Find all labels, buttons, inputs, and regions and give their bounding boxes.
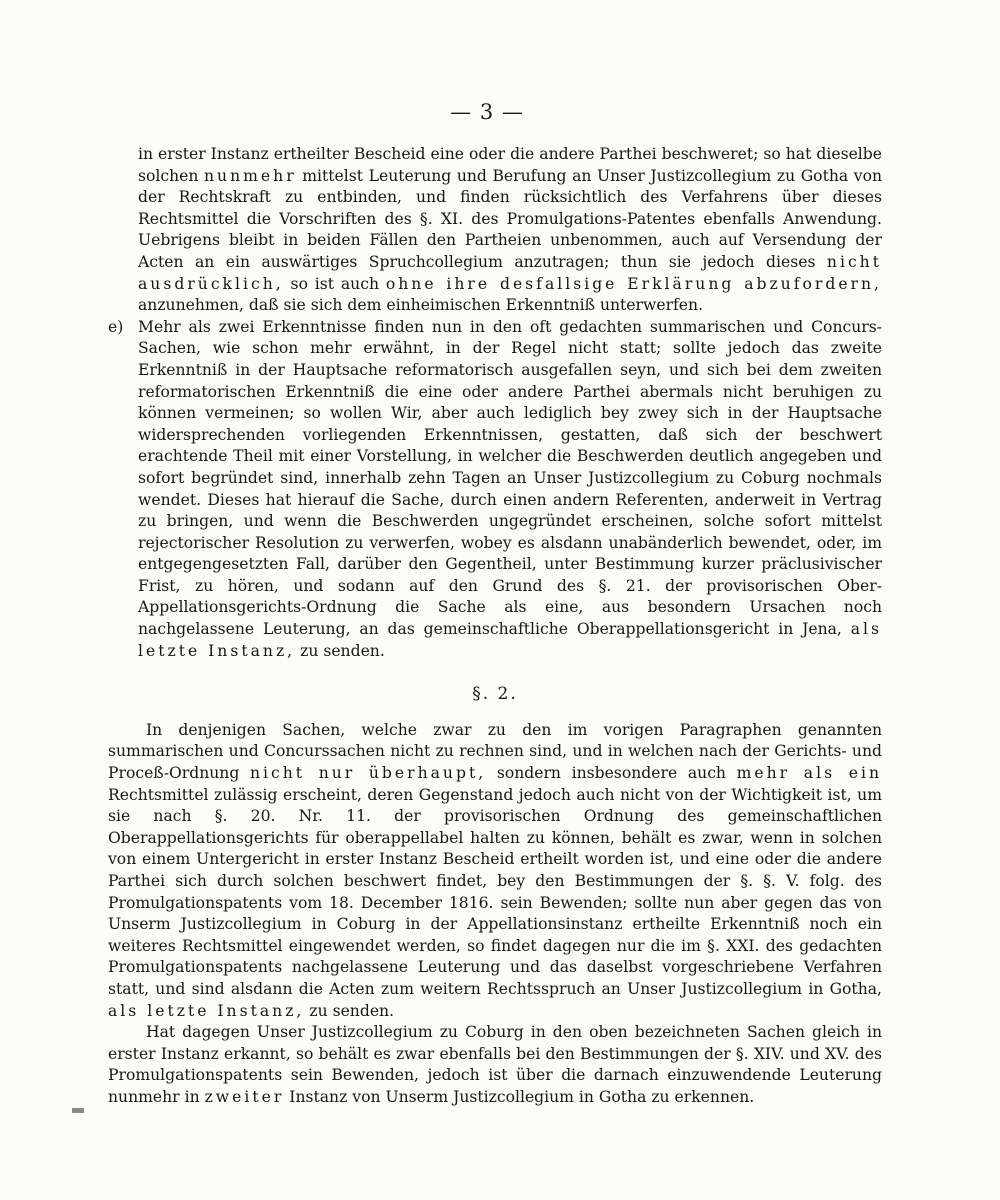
text-run: sondern insbesondere auch [486, 764, 737, 783]
margin-mark [72, 1108, 84, 1113]
emphasis-text: ohne ihre desfallsige Erklärung abzufordern, [385, 274, 883, 293]
list-item-e [108, 317, 882, 663]
text-run: Instanz von Unserm Justizcollegium in Gotha zu erkennen. [284, 1087, 755, 1106]
text-run: zu senden. [295, 641, 385, 660]
text-run: in erster Instanz ertheilter Bescheid eine oder die andere Parthei beschweret; so hat dieselbe solchen [138, 145, 882, 185]
section-heading: §. 2. [472, 684, 518, 705]
emphasis-text: mehr als ein [736, 764, 882, 783]
paragraph-final [108, 1022, 882, 1108]
paragraph-continuation [108, 144, 882, 317]
emphasis-text: als letzte Instanz, [138, 620, 882, 660]
text-run: Mehr als zwei Erkenntnisse finden nun in den oft gedachten summarischen und Concurs-Sachen, wie schon mehr erwähnt, in der Regel nicht statt; sollte jedoch das zweite Erkenntniß in der Hauptsache reformatorisch ausgefallen seyn, und sich bei dem zweiten reformatorischen Erkenntniß die eine oder andere Parthei abermals nicht beruhigen zu können vermeinen; so wollen Wir, aber auch lediglich bey zwey sich in der Hauptsache widersprechenden vorliegenden Erkenntnissen, gestatten, daß sich der beschwert erachtende Theil mit einer Vorstellung, in welcher die Beschwerden deutlich angegeben und sofort begründet sind, innerhalb zehn Tagen an Unser Justizcollegium zu Coburg nochmals wendet. Dieses hat hierauf die Sache, durch einen andern Referenten, anderweit in Vertrag zu bringen, und wenn die Beschwerden ungegründet erscheinen, solche sofort mittelst rejectorischer Resolution zu verwerfen, wobey es alsdann unabänderlich bewendet, oder, im entgegengesetzten Fall, darüber den Gegentheil, unter Bestimmung kurzer präclusivischer Frist, zu hören, und sodann auf den Grund des §. 21. der provisorischen Ober-Appellationsgerichts-Ordnung die Sache als eine, aus besondern Ursachen noch nachgelassene Leuterung, an das gemeinschaftliche Oberappellationsgericht in Jena, [138, 317, 882, 639]
page-number: — 3 — [450, 100, 524, 124]
text-run: In denjenigen Sachen, welche zwar zu den im vorigen Paragraphen genannten summarischen und Concurssachen nicht zu rechnen sind, und in welchen nach der Gerichts- und Proceß-Ordnung [108, 720, 882, 783]
emphasis-text: als letzte Instanz, [108, 1001, 305, 1020]
emphasis-text: zweiter [204, 1087, 285, 1106]
text-run: so ist auch [283, 274, 386, 293]
page-body [108, 144, 882, 1109]
item-marker: e) [108, 317, 124, 336]
text-run: mittelst Leuterung und Berufung an Unser Justizcollegium zu Gotha von der Rechtskraft zu entbinden, und finden rücksichtlich des Verfahrens über dieses Rechtsmittel die Vorschriften des §. XI. des Promulgations-Patentes ebenfalls Anwendung. Uebrigens bleibt in beiden Fällen den Partheien unbenommen, auch auf Versendung der Acten an ein auswärtiges Spruchcollegium anzutragen; thun sie jedoch dieses [138, 166, 882, 271]
emphasis-text: nicht ausdrücklich, [138, 252, 882, 293]
paragraph-section-2 [108, 720, 882, 1022]
emphasis-text: nunmehr [204, 166, 297, 185]
emphasis-text: nicht nur überhaupt, [249, 764, 487, 783]
text-run: Rechtsmittel zulässig erscheint, deren Gegenstand jedoch auch nicht von der Wichtigkeit ist, um sie nach §. 20. Nr. 11. der provisorischen Ordnung des gemeinschaftlichen Oberappellationsgerichts für oberappellabel halten zu können, behält es zwar, wenn in solchen von einem Untergericht in erster Instanz Bescheid ertheilt worden ist, und eine oder die andere Parthei sich durch solchen beschwert findet, bey den Bestimmungen der §. §. V. folg. des Promulgationspatents vom 18. December 1816. sein Bewenden; sollte nun aber gegen das von Unserm Justizcollegium in Coburg in der Appellationsinstanz ertheilte Erkenntniß noch ein weiteres Rechtsmittel eingewendet werden, so findet dagegen nur die im §. XXI. des gedachten Promulgationspatents nachgelassene Leuterung und das daselbst vorgeschriebene Verfahren statt, und sind alsdann die Acten zum weitern Rechtsspruch an Unser Justizcollegium in Gotha, [108, 785, 882, 998]
text-run: Hat dagegen Unser Justizcollegium zu Coburg in den oben bezeichneten Sachen gleich in erster Instanz erkannt, so behält es zwar ebenfalls bei den Bestimmungen der §. XIV. und XV. des Promulgationspatents sein Bewenden, jedoch ist über die darnach einzuwendende Leuterung nunmehr in [108, 1023, 882, 1106]
text-run: zu senden. [304, 1001, 395, 1020]
text-run: anzunehmen, daß sie sich dem einheimischen Erkenntniß unterwerfen. [138, 296, 704, 315]
